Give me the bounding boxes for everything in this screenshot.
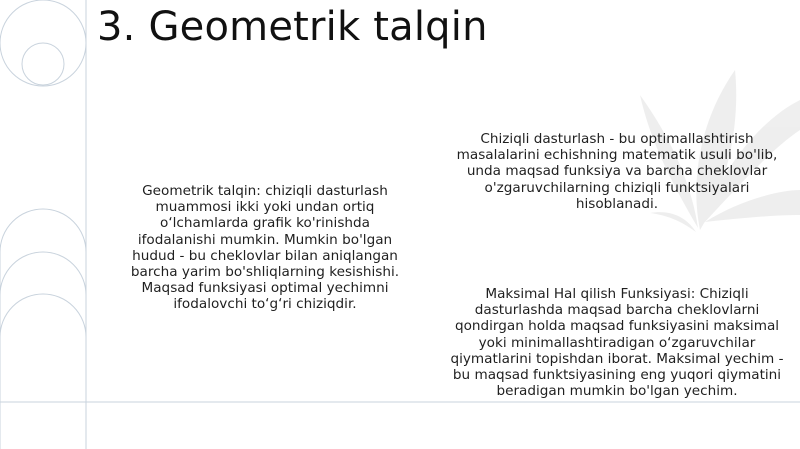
left-text-block: Geometrik talqin: chiziqli dasturlash muammosi ikki yoki undan ortiq o‘lchamlarda grafik ko'rinishda ifodalanishi mumkin. Mumkin bo'lgan hudud - bu cheklovlar bilan aniqlangan barcha yarim bo'shliqlarning kesishishi. Maqsad funksiyasi optimal yechimni ifodalovchi to‘g‘ri chiziqdir.: [130, 183, 400, 313]
right-top-text-block: Chiziqli dasturlash - bu optimallashtirish masalalarini echishning matematik usuli bo'lib, unda maqsad funksiya va barcha cheklovlar o'zgaruvchilarning chiziqli funktsiyalari hisoblanadi.: [456, 131, 778, 212]
slide-title: 3. Geometrik talqin: [97, 4, 488, 50]
right-bottom-text-block: Maksimal Hal qilish Funksiyasi: Chiziqli dasturlashda maqsad barcha cheklovlarni qondirgan holda maqsad funksiyasini maksimal yoki minimallashtiradigan o‘zgaruvchilar qiymatlarini topishdan iborat. Maksimal yechim - bu maqsad funktsiyasining eng yuqori qiymatini beradigan mumkin bo'lgan yechim.: [450, 286, 784, 400]
